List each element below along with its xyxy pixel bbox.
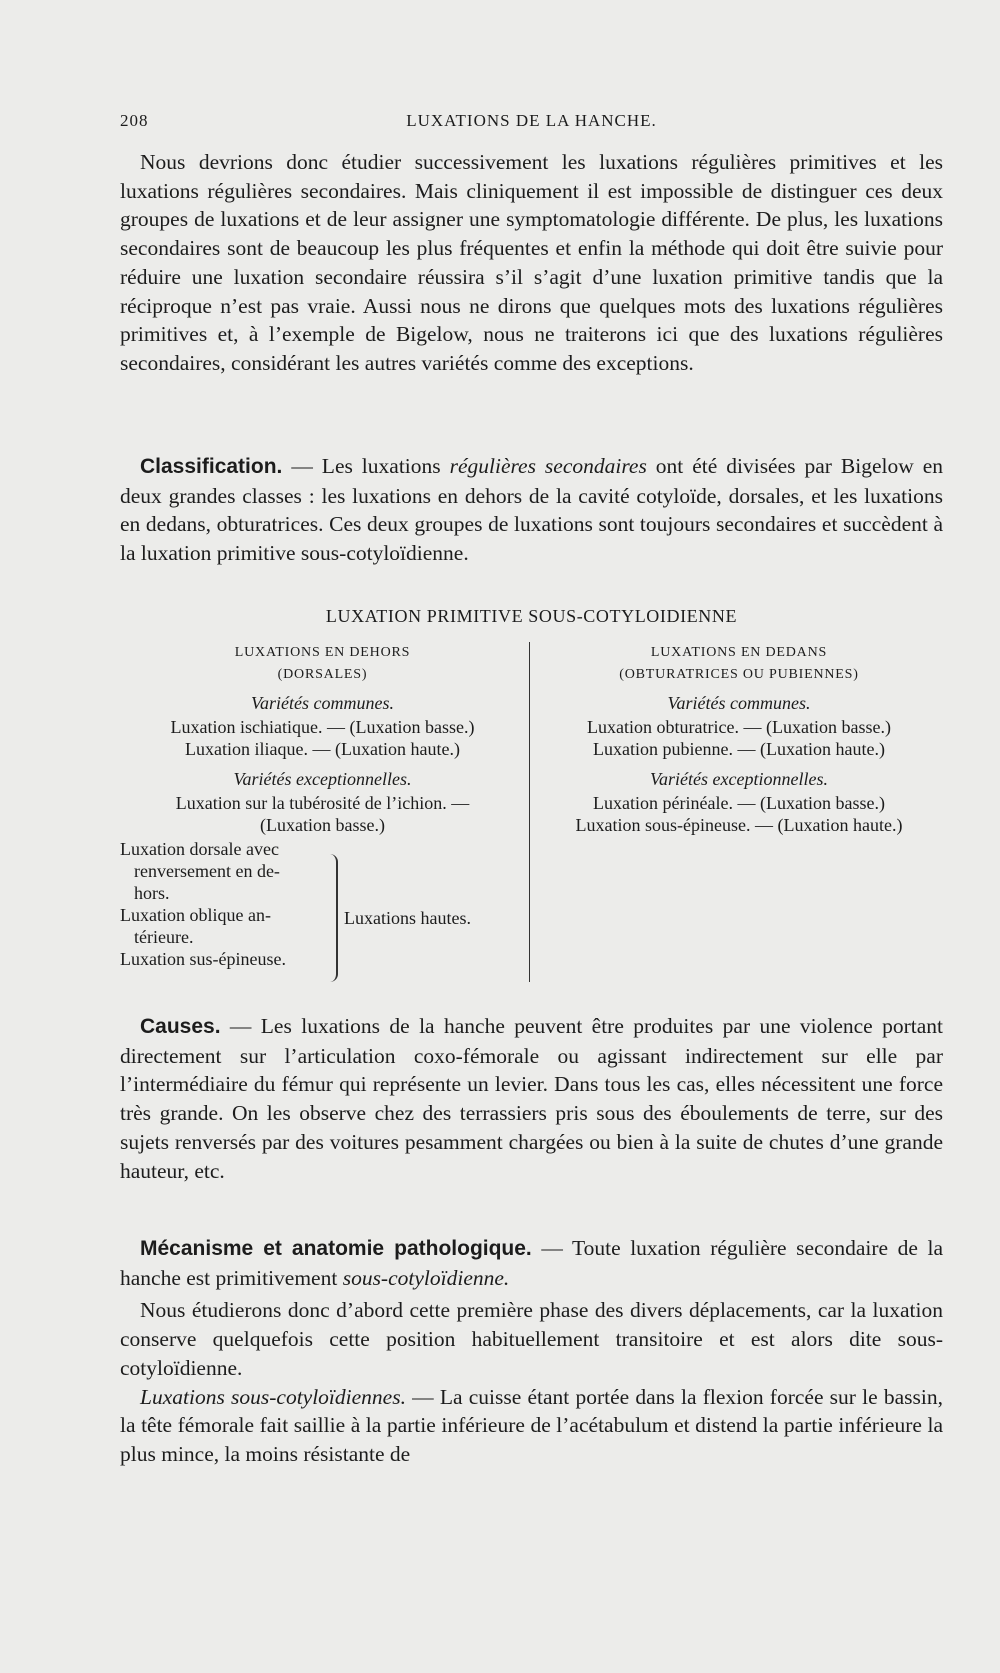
mecanisme-text-1: — Toute luxation régulière secondaire de la hanche est primitivement <box>120 1236 943 1290</box>
mecanisme-paragraph-3 <box>120 1383 943 1469</box>
mecanisme-paragraph-2: Nous étudierons donc d’abord cette première phase des divers déplacements, car la luxation conserve quelquefois cette position habituellement transitoire et est alors dite sous-cotyloïdienne. <box>120 1298 943 1380</box>
mecanisme-block <box>120 1234 943 1469</box>
left-exceptional-1b: (Luxation basse.) <box>260 815 385 835</box>
brace-label: Luxations hautes. <box>344 908 471 928</box>
left-exceptional-3b: térieure. <box>134 927 194 947</box>
mecanisme-paragraph-1 <box>120 1234 943 1292</box>
mecanisme-text-italic: sous-cotyloïdienne. <box>342 1265 510 1290</box>
causes-heading: Causes. <box>140 1015 221 1038</box>
right-head-1: LUXATIONS EN DEDANS <box>650 645 828 660</box>
causes-block <box>120 1012 943 1185</box>
left-common-1: Luxation ischiatique. — (Luxation basse.) <box>170 717 475 737</box>
right-head-2: (OBTURATRICES OU PUBIENNES) <box>619 667 859 682</box>
classification-text-italic: régulières secondaires <box>449 454 647 478</box>
left-exceptional-4: Luxation sus-épineuse. <box>120 949 286 969</box>
causes-text: — Les luxations de la hanche peuvent être produites par une violence portant directement sur l’articulation coxo-fémorale ou agissant indirectement sur elle par l’intermédiaire du fémur qui représente un levier. Dans tous les cas, elles nécessitent une force très grande. On les observe chez des terrassiers pris sous des éboulements de terre, sur des sujets renversés par des voitures pesamment chargées ou bien à la suite de chutes d’une grande hauteur, etc. <box>120 1014 943 1183</box>
left-exceptional-3a: Luxation oblique an- <box>120 905 271 925</box>
left-exceptional-1: Luxation sur la tubérosité de l’ichion. — <box>175 793 470 813</box>
right-exceptional-2: Luxation sous-épineuse. — (Luxation haute.) <box>575 815 903 835</box>
subcotyloid-text: — La cuisse étant portée dans la flexion forcée sur le bassin, la tête fémorale fait saillie à la partie inférieure de l’acétabulum et distend la partie inférieure la plus mince, la moins résistante de <box>120 1384 943 1466</box>
left-head-1: LUXATIONS EN DEHORS <box>234 645 411 660</box>
intro-block <box>120 148 943 378</box>
classification-block <box>120 452 943 568</box>
classification-text-1: — Les luxations <box>282 454 450 478</box>
left-exceptional-heading: Variétés exceptionnelles. <box>233 769 412 789</box>
classification-paragraph <box>120 452 943 568</box>
left-common-heading: Variétés communes. <box>251 693 394 713</box>
right-common-2: Luxation pubienne. — (Luxation haute.) <box>593 739 885 759</box>
right-common-heading: Variétés communes. <box>667 693 811 713</box>
left-exceptional-2c: hors. <box>134 883 170 903</box>
right-common-1: Luxation obturatrice. — (Luxation basse.) <box>587 717 891 737</box>
mecanisme-heading: Mécanisme et anatomie pathologique. <box>140 1237 532 1260</box>
right-exceptional-1: Luxation périnéale. — (Luxation basse.) <box>593 793 885 813</box>
running-title: LUXATIONS DE LA HANCHE. <box>406 111 657 130</box>
left-head-2: (DORSALES) <box>277 667 368 682</box>
causes-paragraph <box>120 1012 943 1185</box>
left-common-2: Luxation iliaque. — (Luxation haute.) <box>185 739 460 759</box>
left-exceptional-2a: Luxation dorsale avec <box>120 839 279 859</box>
classification-text-2: ont été divisées par Bigelow en deux grandes classes : les luxations en dehors de la cavité cotyloïde, dorsales, et les luxations en dedans, obturatrices. Ces deux groupes de luxations sont toujours secondaires et succèdent à la luxation primitive sous-cotyloïdienne. <box>120 454 943 566</box>
classification-heading: Classification. <box>140 455 283 478</box>
page-header <box>120 111 943 139</box>
table-divider <box>529 642 530 982</box>
brace <box>330 854 338 982</box>
table-right-column <box>535 642 943 836</box>
left-exceptional-2b: renversement en de- <box>134 861 280 881</box>
right-exceptional-heading: Variétés exceptionnelles. <box>650 769 828 789</box>
table-title: LUXATION PRIMITIVE SOUS-COTYLOIDIENNE <box>325 606 738 626</box>
subcotyloid-heading: Luxations sous-cotyloïdiennes. <box>140 1384 406 1409</box>
intro-paragraph: Nous devrions donc étudier successivement les luxations régulières primitives et les luxations régulières secondaires. Mais cliniquement il est impossible de distinguer ces deux groupes de luxations et de leur assigner une symptomatologie différente. De plus, les luxations secondaires sont de beaucoup les plus fréquentes et enfin la méthode qui doit être suivie pour réduire une luxation secondaire réussira s’il s’agit d’une luxation primitive tandis que la réciproque n’est pas vraie. Aussi nous ne dirons que quelques mots des luxations régulières primitives et, à l’exemple de Bigelow, nous ne traiterons ici que des luxations régulières secondaires, considérant les autres variétés comme des exceptions. <box>120 150 943 375</box>
page-number: 208 <box>120 111 149 130</box>
